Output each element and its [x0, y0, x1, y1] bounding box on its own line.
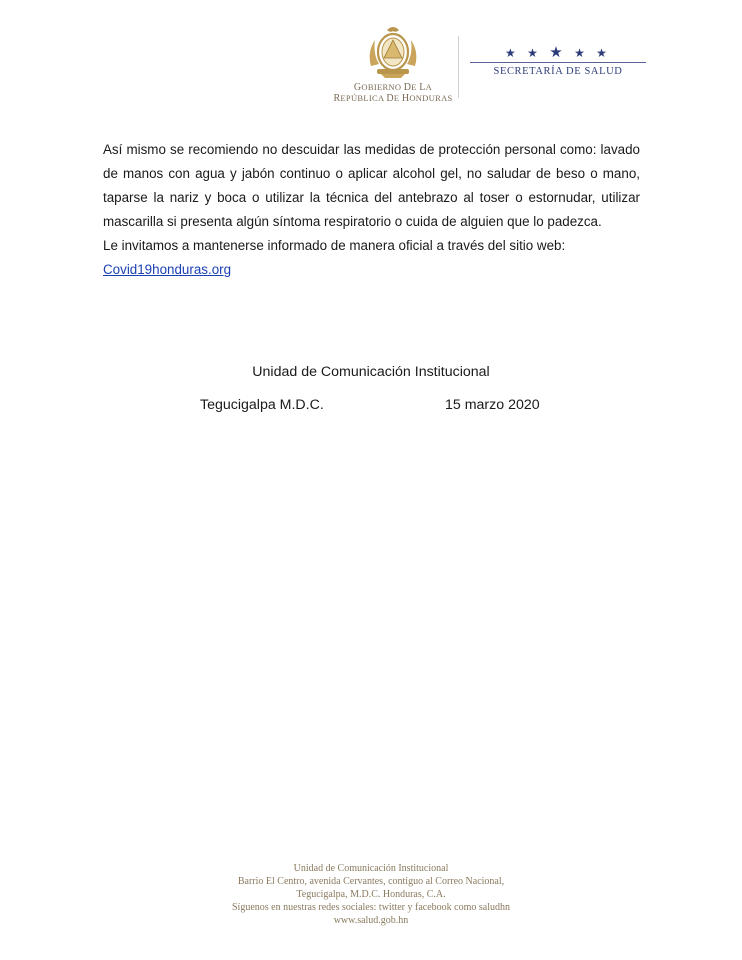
place: Tegucigalpa M.D.C.	[200, 397, 324, 413]
government-line-2: REPÚBLICA DE HONDURAS	[333, 93, 453, 104]
letter-body	[103, 138, 640, 282]
website-link[interactable]: Covid19honduras.org	[103, 262, 232, 277]
secretaria-rule	[470, 62, 646, 63]
footer-website[interactable]: www.salud.gob.hn	[333, 915, 409, 926]
coat-of-arms-icon	[363, 22, 423, 80]
footer-line-2: Barrio El Centro, avenida Cervantes, contiguo al Correo Nacional,	[237, 876, 505, 887]
stars-row	[470, 46, 646, 60]
star-icon: ★	[596, 46, 611, 60]
protection-measures-paragraph: Así mismo se recomiendo no descuidar las medidas de protección personal como: lavado de manos con agua y jabón continuo o aplicar alcohol gel, no saludar de beso o mano, taparse la nariz y boca o utilizar la técnica del antebrazo al toser o estornudar, utilizar mascarilla si presenta algún síntoma respiratorio o cuida de alguien que lo padezca.	[103, 142, 640, 229]
issuing-unit: Unidad de Comunicación Institucional	[252, 364, 490, 380]
government-line-1: GOBIERNO DE LA	[353, 82, 433, 93]
star-icon: ★	[527, 46, 542, 60]
footer-contact	[0, 862, 742, 927]
website-link-line	[103, 258, 640, 282]
letterhead	[0, 22, 742, 112]
secretaria-name: SECRETARÍA DE SALUD	[493, 66, 623, 77]
header-divider	[458, 36, 459, 98]
date: 15 marzo 2020	[445, 397, 540, 413]
star-icon: ★	[574, 46, 589, 60]
secretaria-block	[470, 46, 646, 77]
government-name	[330, 82, 456, 104]
star-icon: ★	[505, 46, 520, 60]
star-icon: ★	[549, 44, 567, 61]
footer-line-1: Unidad de Comunicación Institucional	[293, 863, 449, 874]
government-emblem-block	[330, 22, 456, 104]
footer-line-4: Síguenos en nuestras redes sociales: twitter y facebook como saludhn	[232, 902, 510, 913]
website-invitation-paragraph: Le invitamos a mantenerse informado de manera oficial a través del sitio web:	[103, 238, 566, 253]
footer-line-3: Tegucigalpa, M.D.C. Honduras, C.A.	[296, 889, 446, 900]
